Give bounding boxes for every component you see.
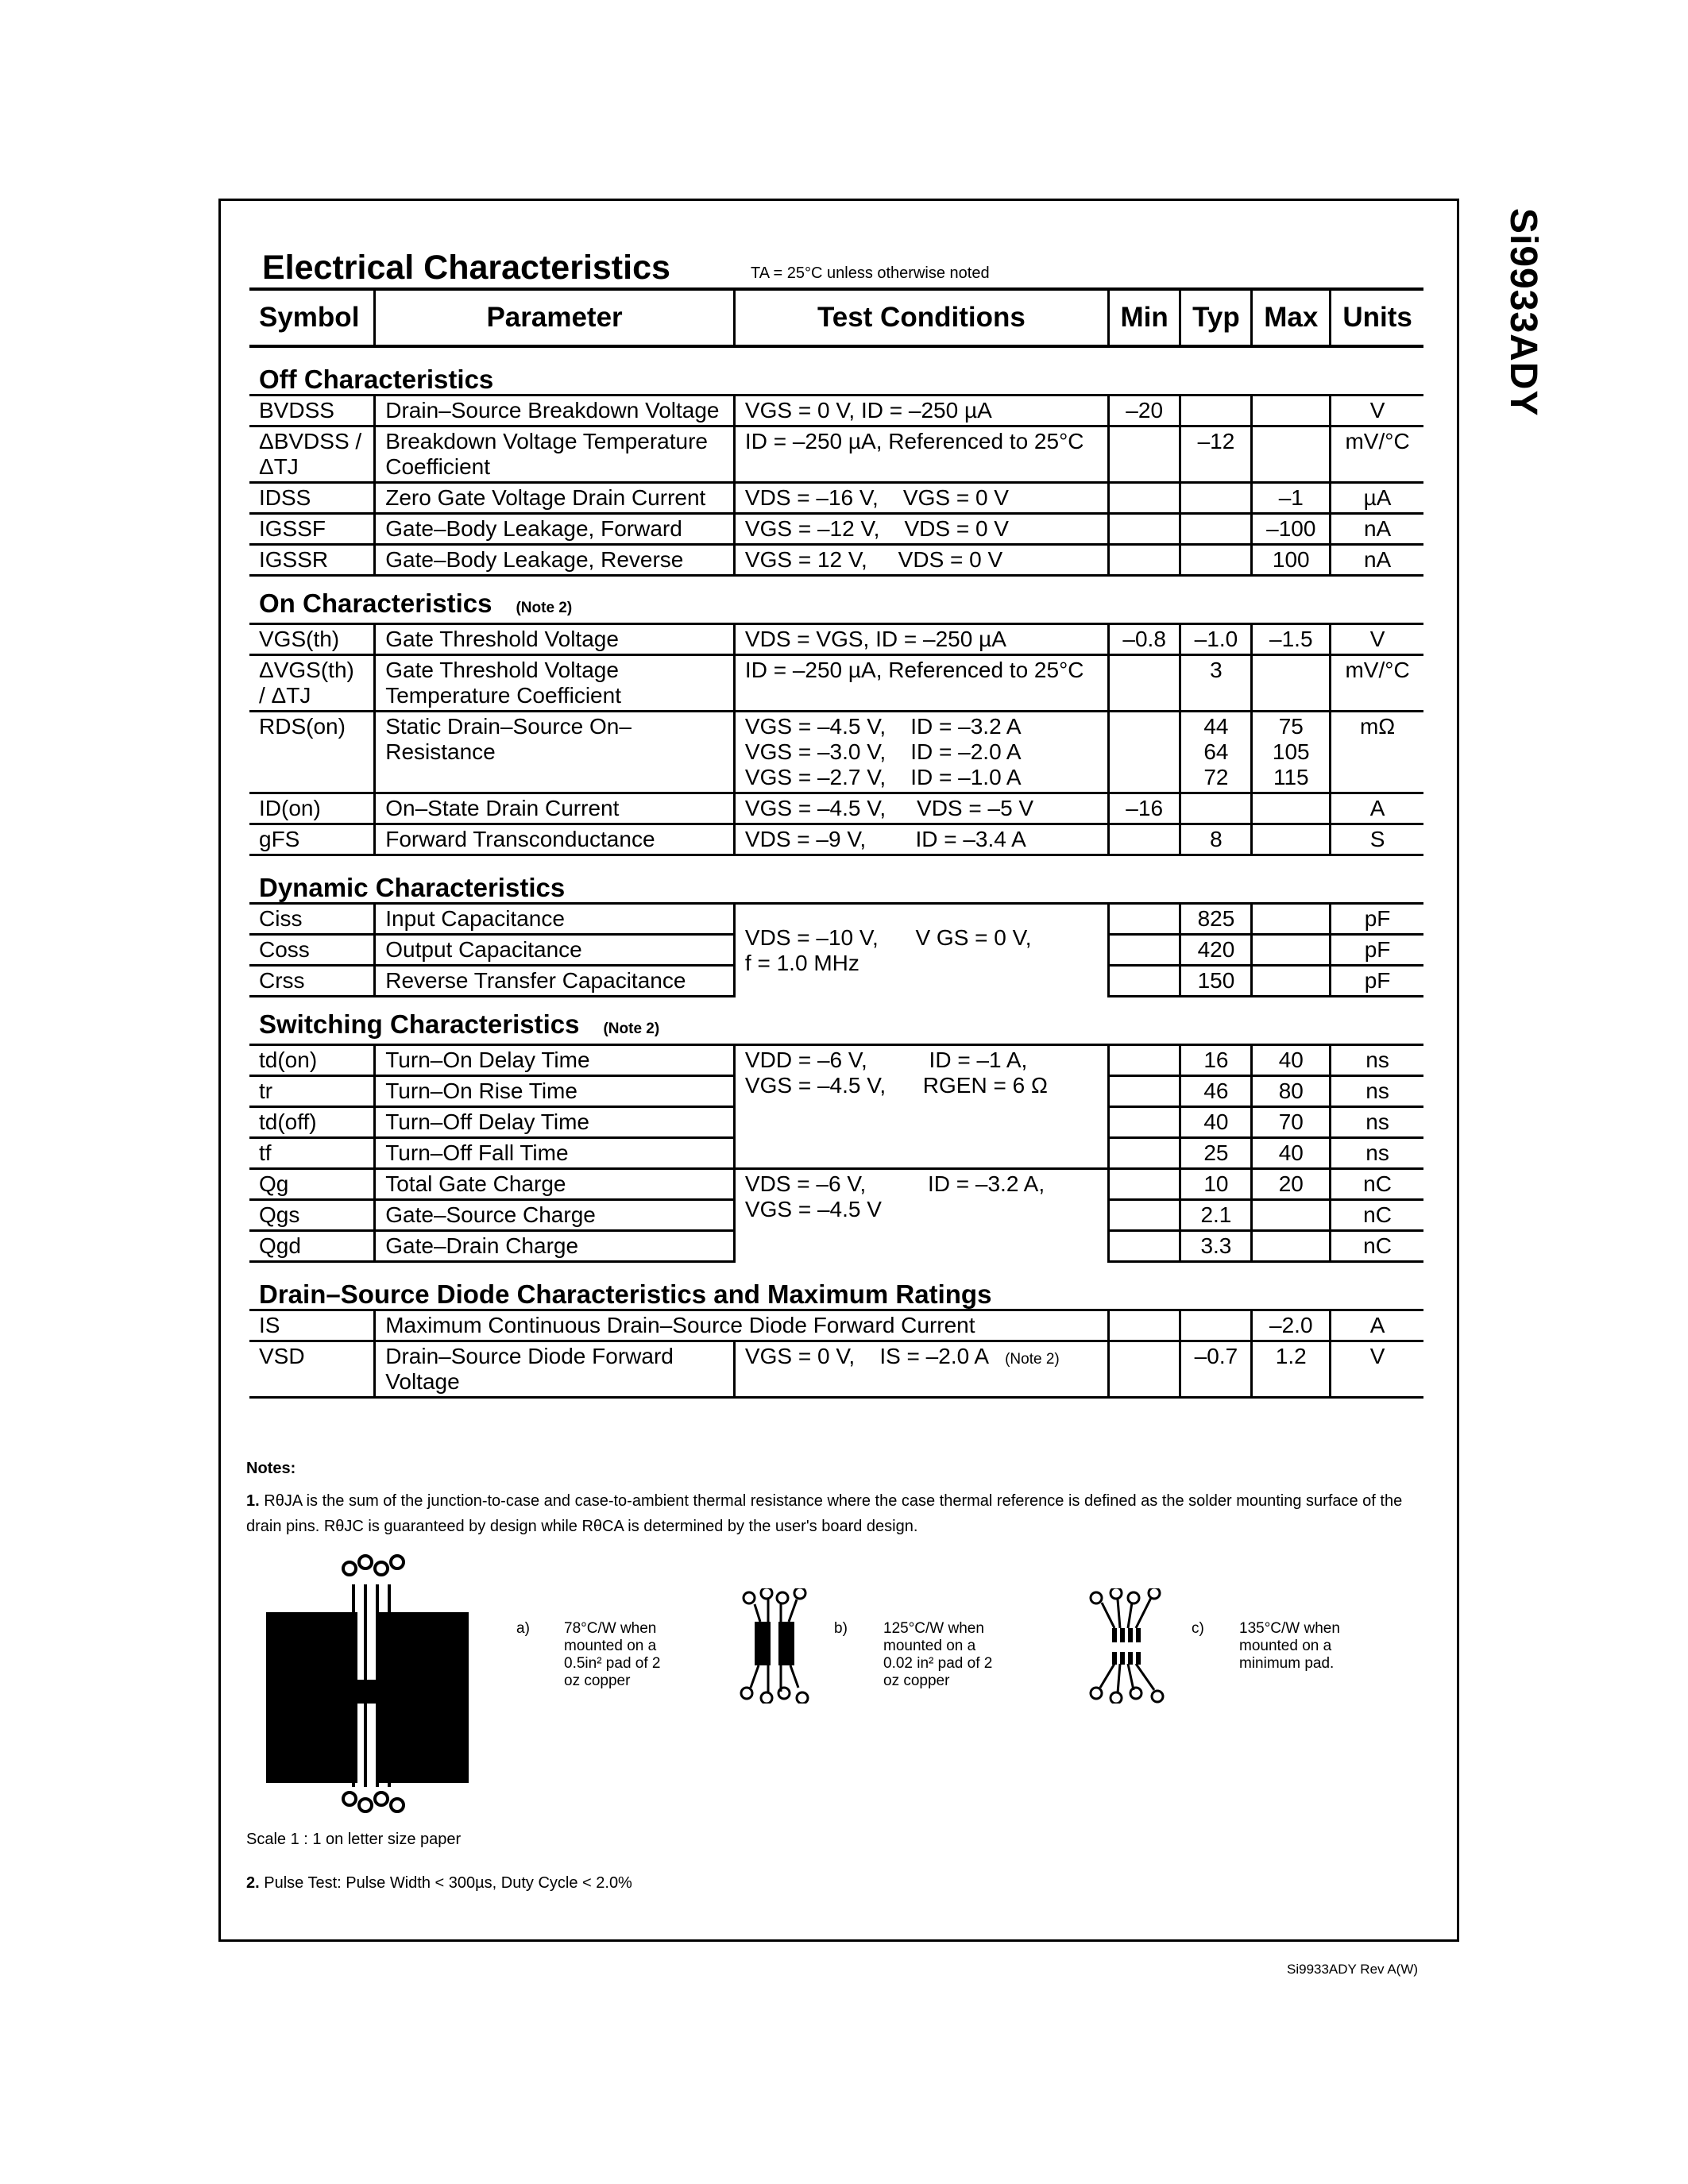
typ-cell: 825 (1180, 904, 1252, 935)
units-cell: nA (1331, 514, 1423, 545)
max-cell (1252, 904, 1331, 935)
conditions-cell: VGS = 0 V, IS = –2.0 A (Note 2) (734, 1341, 1108, 1398)
header-typ: Typ (1180, 289, 1252, 346)
section-heading-row (249, 576, 1423, 624)
pad-diagram-c (1084, 1588, 1172, 1704)
units-cell: ns (1331, 1107, 1423, 1138)
typ-cell: 44 64 72 (1180, 712, 1252, 793)
symbol-cell: IGSSR (249, 545, 375, 576)
max-cell: –2.0 (1252, 1310, 1331, 1341)
symbol-cell: ΔBVDSS / ΔTJ (249, 426, 375, 483)
parameter-cell: Forward Transconductance (375, 824, 735, 855)
min-cell (1108, 904, 1180, 935)
header-parameter: Parameter (375, 289, 735, 346)
conditions-cell: VGS = 12 V, VDS = 0 V (734, 545, 1108, 576)
min-cell (1108, 1341, 1180, 1398)
units-cell: V (1331, 396, 1423, 426)
table-header-row (249, 289, 1423, 346)
note-2: 2. Pulse Test: Pulse Width < 300µs, Duty Cycle < 2.0% (246, 1874, 632, 1892)
table-row (249, 793, 1423, 824)
parameter-cell: Total Gate Charge (375, 1169, 735, 1200)
units-cell: ns (1331, 1045, 1423, 1076)
max-cell: 100 (1252, 545, 1331, 576)
units-cell: µA (1331, 483, 1423, 514)
min-cell (1108, 514, 1180, 545)
symbol-cell: gFS (249, 824, 375, 855)
table-row (249, 1045, 1423, 1076)
min-cell (1108, 1169, 1180, 1200)
symbol-cell: ΔVGS(th) / ΔTJ (249, 655, 375, 712)
typ-cell (1180, 545, 1252, 576)
max-cell: –1 (1252, 483, 1331, 514)
header-conditions: Test Conditions (734, 289, 1108, 346)
units-cell: nA (1331, 545, 1423, 576)
symbol-cell: IDSS (249, 483, 375, 514)
units-cell: pF (1331, 966, 1423, 997)
typ-cell: 8 (1180, 824, 1252, 855)
typ-cell: –12 (1180, 426, 1252, 483)
caption-c-text: 135°C/W when mounted on a minimum pad. (1239, 1620, 1340, 1672)
table-row (249, 712, 1423, 793)
units-cell: pF (1331, 935, 1423, 966)
parameter-cell: Reverse Transfer Capacitance (375, 966, 735, 997)
table-row (249, 655, 1423, 712)
typ-cell: –0.7 (1180, 1341, 1252, 1398)
typ-cell: –1.0 (1180, 624, 1252, 655)
parameter-cell: Static Drain–Source On–Resistance (375, 712, 735, 793)
typ-cell: 46 (1180, 1076, 1252, 1107)
parameter-cell: On–State Drain Current (375, 793, 735, 824)
table-row (249, 1341, 1423, 1398)
min-cell (1108, 545, 1180, 576)
max-cell: 70 (1252, 1107, 1331, 1138)
pad-diagram-b (735, 1588, 814, 1704)
conditions-cell: VDS = –6 V, ID = –3.2 A, VGS = –4.5 V (734, 1169, 1108, 1262)
condition-note: (Note 2) (1005, 1351, 1060, 1368)
table-row (249, 483, 1423, 514)
symbol-cell: Qg (249, 1169, 375, 1200)
min-cell (1108, 1231, 1180, 1262)
parameter-cell: Turn–On Rise Time (375, 1076, 735, 1107)
parameter-cell: Gate–Body Leakage, Forward (375, 514, 735, 545)
section-note: (Note 2) (603, 1021, 660, 1037)
units-cell: S (1331, 824, 1423, 855)
max-cell (1252, 396, 1331, 426)
parameter-cell: Gate–Source Charge (375, 1200, 735, 1231)
min-cell (1108, 1138, 1180, 1169)
min-cell: –0.8 (1108, 624, 1180, 655)
typ-cell: 150 (1180, 966, 1252, 997)
parameter-cell: Drain–Source Breakdown Voltage (375, 396, 735, 426)
max-cell (1252, 935, 1331, 966)
min-cell (1108, 655, 1180, 712)
min-cell (1108, 1107, 1180, 1138)
section-heading-row (249, 1262, 1423, 1310)
caption-a-text: 78°C/W when mounted on a 0.5in² pad of 2 oz copper (564, 1620, 661, 1689)
section-name: Switching Characteristics (259, 1009, 580, 1039)
units-cell: pF (1331, 904, 1423, 935)
table-row (249, 514, 1423, 545)
conditions-cell: VDS = –9 V, ID = –3.4 A (734, 824, 1108, 855)
typ-cell: 3 (1180, 655, 1252, 712)
symbol-cell: Qgs (249, 1200, 375, 1231)
table-row (249, 396, 1423, 426)
caption-b-text: 125°C/W when mounted on a 0.02 in² pad of 2 oz copper (883, 1620, 993, 1689)
table-row (249, 904, 1423, 935)
section-heading (249, 997, 1423, 1045)
footer-revision: Si9933ADY Rev A(W) (1287, 1962, 1419, 1977)
symbol-cell: Crss (249, 966, 375, 997)
min-cell (1108, 1200, 1180, 1231)
max-cell (1252, 1200, 1331, 1231)
header-symbol: Symbol (249, 289, 375, 346)
symbol-cell: td(on) (249, 1045, 375, 1076)
max-cell: 40 (1252, 1045, 1331, 1076)
min-cell: –20 (1108, 396, 1180, 426)
parameter-cell: Zero Gate Voltage Drain Current (375, 483, 735, 514)
header-units: Units (1331, 289, 1423, 346)
typ-cell (1180, 793, 1252, 824)
min-cell (1108, 1310, 1180, 1341)
symbol-cell: IS (249, 1310, 375, 1341)
typ-cell: 16 (1180, 1045, 1252, 1076)
parameter-cell: Gate–Drain Charge (375, 1231, 735, 1262)
typ-cell: 40 (1180, 1107, 1252, 1138)
max-cell: 1.2 (1252, 1341, 1331, 1398)
symbol-cell: tr (249, 1076, 375, 1107)
symbol-cell: tf (249, 1138, 375, 1169)
parameter-cell: Gate–Body Leakage, Reverse (375, 545, 735, 576)
min-cell (1108, 1076, 1180, 1107)
title-note: TA = 25°C unless otherwise noted (751, 264, 990, 282)
parameter-cell: Drain–Source Diode Forward Voltage (375, 1341, 735, 1398)
conditions-cell: VGS = 0 V, ID = –250 µA (734, 396, 1108, 426)
conditions-cell: ID = –250 µA, Referenced to 25°C (734, 426, 1108, 483)
typ-cell: 3.3 (1180, 1231, 1252, 1262)
units-cell: nC (1331, 1200, 1423, 1231)
typ-cell (1180, 1310, 1252, 1341)
units-cell: mΩ (1331, 712, 1423, 793)
table-row (249, 1169, 1423, 1200)
min-cell (1108, 935, 1180, 966)
section-note: (Note 2) (516, 600, 573, 616)
max-cell (1252, 793, 1331, 824)
parameter-cell: Gate Threshold Voltage (375, 624, 735, 655)
parameter-cell: Gate Threshold Voltage Temperature Coefficient (375, 655, 735, 712)
section-name: Drain–Source Diode Characteristics and Maximum Ratings (259, 1279, 992, 1309)
max-cell: 75 105 115 (1252, 712, 1331, 793)
section-heading (249, 576, 1423, 624)
conditions-cell: ID = –250 µA, Referenced to 25°C (734, 655, 1108, 712)
table-row (249, 824, 1423, 855)
electrical-characteristics-table (249, 287, 1423, 1399)
table-row (249, 545, 1423, 576)
parameter-cell: Turn–Off Fall Time (375, 1138, 735, 1169)
min-cell (1108, 426, 1180, 483)
min-cell (1108, 1045, 1180, 1076)
notes-heading: Notes: (246, 1460, 296, 1477)
symbol-cell: VGS(th) (249, 624, 375, 655)
units-cell: V (1331, 624, 1423, 655)
symbol-cell: RDS(on) (249, 712, 375, 793)
min-cell: –16 (1108, 793, 1180, 824)
section-name: Off Characteristics (259, 365, 494, 394)
conditions-cell: VGS = –12 V, VDS = 0 V (734, 514, 1108, 545)
max-cell (1252, 824, 1331, 855)
min-cell (1108, 966, 1180, 997)
header-max: Max (1252, 289, 1331, 346)
scale-note: Scale 1 : 1 on letter size paper (246, 1831, 462, 1848)
units-cell: ns (1331, 1076, 1423, 1107)
parameter-cell: Turn–Off Delay Time (375, 1107, 735, 1138)
units-cell: nC (1331, 1231, 1423, 1262)
typ-cell: 2.1 (1180, 1200, 1252, 1231)
conditions-cell: VDS = VGS, ID = –250 µA (734, 624, 1108, 655)
max-cell (1252, 426, 1331, 483)
caption-b-letter: b) (834, 1620, 848, 1637)
typ-cell (1180, 514, 1252, 545)
section-heading (249, 855, 1423, 904)
section-heading-row (249, 997, 1423, 1045)
symbol-cell: Coss (249, 935, 375, 966)
max-cell (1252, 966, 1331, 997)
max-cell: 80 (1252, 1076, 1331, 1107)
conditions-cell: VGS = –4.5 V, ID = –3.2 A VGS = –3.0 V, ID = –2.0 A VGS = –2.7 V, ID = –1.0 A (734, 712, 1108, 793)
section-title: Electrical Characteristics (262, 249, 670, 287)
min-cell (1108, 712, 1180, 793)
symbol-cell: BVDSS (249, 396, 375, 426)
symbol-cell: IGSSF (249, 514, 375, 545)
section-heading (249, 346, 1423, 396)
typ-cell: 420 (1180, 935, 1252, 966)
section-heading (249, 1262, 1423, 1310)
symbol-cell: ID(on) (249, 793, 375, 824)
header-min: Min (1108, 289, 1180, 346)
max-cell (1252, 655, 1331, 712)
caption-a-letter: a) (516, 1620, 530, 1637)
min-cell (1108, 483, 1180, 514)
units-cell: A (1331, 1310, 1423, 1341)
note-1: 1. RθJA is the sum of the junction-to-case and case-to-ambient thermal resistance where the case thermal reference is defined as the solder mounting surface of the drain pins. RθJC is guaranteed by design while RθCA is determined by the user's board design. (246, 1492, 1403, 1535)
parameter-cell: Maximum Continuous Drain–Source Diode Forward Current (375, 1310, 1109, 1341)
max-cell: 40 (1252, 1138, 1331, 1169)
caption-c-letter: c) (1192, 1620, 1204, 1637)
max-cell (1252, 1231, 1331, 1262)
symbol-cell: Ciss (249, 904, 375, 935)
max-cell: 20 (1252, 1169, 1331, 1200)
conditions-cell: VDS = –16 V, VGS = 0 V (734, 483, 1108, 514)
units-cell: A (1331, 793, 1423, 824)
parameter-cell: Turn–On Delay Time (375, 1045, 735, 1076)
section-heading-row (249, 346, 1423, 396)
units-cell: mV/°C (1331, 655, 1423, 712)
units-cell: nC (1331, 1169, 1423, 1200)
min-cell (1108, 824, 1180, 855)
typ-cell: 25 (1180, 1138, 1252, 1169)
parameter-cell: Breakdown Voltage Temperature Coefficient (375, 426, 735, 483)
conditions-cell: VGS = –4.5 V, VDS = –5 V (734, 793, 1108, 824)
typ-cell (1180, 483, 1252, 514)
parameter-cell: Input Capacitance (375, 904, 735, 935)
typ-cell: 10 (1180, 1169, 1252, 1200)
units-cell: ns (1331, 1138, 1423, 1169)
conditions-cell: VDS = –10 V, V GS = 0 V, f = 1.0 MHz (734, 904, 1108, 997)
parameter-cell: Output Capacitance (375, 935, 735, 966)
section-name: On Characteristics (259, 588, 492, 618)
symbol-cell: td(off) (249, 1107, 375, 1138)
table-row (249, 426, 1423, 483)
units-cell: V (1331, 1341, 1423, 1398)
max-cell: –1.5 (1252, 624, 1331, 655)
table-row (249, 1310, 1423, 1341)
pad-diagram-a (266, 1553, 496, 1815)
conditions-cell: VDD = –6 V, ID = –1 A, VGS = –4.5 V, RGEN = 6 Ω (734, 1045, 1108, 1169)
units-cell: mV/°C (1331, 426, 1423, 483)
section-heading-row (249, 855, 1423, 904)
table-row (249, 624, 1423, 655)
symbol-cell: VSD (249, 1341, 375, 1398)
part-number-sidebar: Si9933ADY (1502, 208, 1544, 417)
symbol-cell: Qgd (249, 1231, 375, 1262)
typ-cell (1180, 396, 1252, 426)
max-cell: –100 (1252, 514, 1331, 545)
section-name: Dynamic Characteristics (259, 873, 566, 902)
